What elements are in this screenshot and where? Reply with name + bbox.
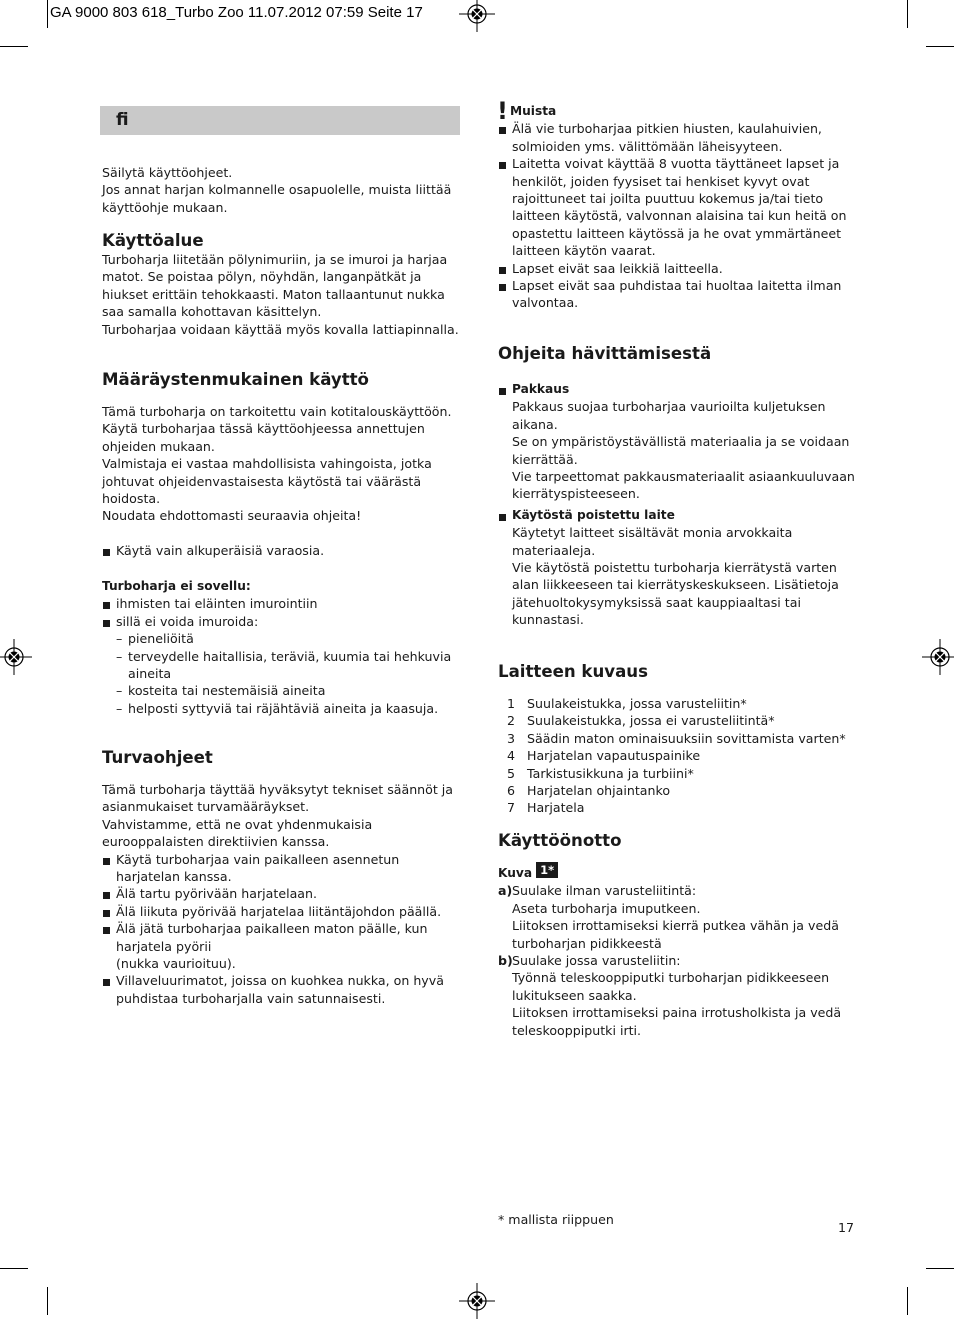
figure-reference (498, 864, 856, 882)
section-heading: Määräystenmukainen käyttö (102, 370, 369, 389)
list-item (498, 765, 856, 782)
paragraph: Turboharjaa voidaan käyttää myös kovalla lattiapinnalla. (102, 321, 459, 337)
crop-mark (926, 46, 954, 47)
parts-list (498, 695, 856, 817)
bullet-square-icon (499, 388, 506, 395)
page-number: 17 (838, 1220, 855, 1235)
list-item: Lapset eivät saa leikkiä laitteella. (498, 260, 856, 277)
list-item: Villaveluurimatot, joissa on kuohkea nukka, on hyvä puhdistaa turboharjalla vain satunnaisesti. (102, 972, 467, 1007)
list-item: Käytä turboharjaa vain paikalleen asennetun harjatelan kanssa. (102, 851, 467, 886)
old-appliance-item (498, 507, 856, 629)
havittaminen-body (498, 381, 856, 629)
item-number: 2 (507, 713, 516, 729)
kayttoonotto-body (498, 860, 856, 1039)
item-number: 6 (507, 783, 516, 799)
maaraystenmukainen-section (102, 370, 467, 390)
paragraph: Aseta turboharja imuputkeen. (512, 900, 701, 916)
list-item: Älä jätä turboharjaa paikalleen maton päälle, kun harjatela pyörii (nukka vaurioituu). (102, 920, 467, 972)
list-item: Laitetta voivat käyttää 8 vuotta täyttäneet lapset ja henkilöt, joiden fyysiset tai henkiset kyvyt ovat rajoittuneet tai joilta puuttuu kokemus ja/tai tieto laitteen käytöstä, valvonnan alaisina tai kun heitä on opastettu laitteen käytössä ja he ovat ymmärtäneet laitteen käytön vaarat. (498, 155, 856, 259)
step-letter: b) (498, 953, 513, 969)
section-heading: Käyttöönotto (498, 831, 622, 850)
exclamation-icon: ! (497, 97, 508, 125)
intro-line: Säilytä käyttöohjeet. (102, 165, 233, 180)
subheading: Turboharja ei sovellu: (102, 579, 251, 593)
item-text: Suulakeistukka, jossa ei varusteliitintä* (527, 713, 775, 729)
crop-mark (907, 1287, 908, 1315)
figure-number-badge: 1* (536, 862, 558, 878)
spare-parts-note (102, 542, 467, 559)
list-item (498, 712, 856, 729)
item-number: 1 (507, 696, 516, 711)
crop-mark (926, 1268, 954, 1269)
intro-section (102, 164, 467, 216)
list-item: Älä tartu pyörivään harjatelaan. (102, 885, 467, 902)
kuvaus-section (498, 662, 856, 682)
crop-mark (47, 1287, 48, 1315)
footnote: * mallista riippuen (498, 1212, 614, 1227)
item-text: Suulakeistukka, jossa varusteliitin* (527, 696, 747, 711)
turvaohjeet-section (102, 748, 467, 768)
paragraph: Tämä turboharja täyttää hyväksytyt tekniset säännöt ja asianmukaiset turvamääräykset. (102, 782, 454, 815)
kayttoalue-section (102, 231, 467, 338)
paragraph: Käytetyt laitteet sisältävät monia arvokkaita materiaaleja. (512, 525, 793, 558)
paragraph: Suulake jossa varusteliitin: (512, 953, 681, 969)
paragraph: Liitoksen irrottamiseksi kierrä putkea vähän ja vedä turboharjan pidikkeestä (512, 918, 839, 951)
paragraph: Turboharja liitetään pölynimuriin, ja se imuroi ja harjaa matot. Se poistaa pölyn, nöyhdän, langanpätkät ja hiukset erittäin tehokkaasti. Maton tallaantunut nukka saa samalla kohottavan käsittelyn. (102, 252, 448, 320)
paragraph: Työnnä teleskooppiputki turboharjan pidikkeeseen lukitukseen saakka. (512, 970, 830, 1003)
language-bar (100, 106, 460, 135)
step-b (498, 952, 856, 1039)
registration-mark-icon (459, 1283, 495, 1319)
turvaohjeet-body (102, 781, 467, 1007)
step-letter: a) (498, 883, 513, 899)
registration-mark-icon (459, 0, 495, 32)
not-suitable-list (102, 578, 467, 717)
paragraph: Noudata ehdottomasti seuraavia ohjeita! (102, 508, 362, 524)
paragraph: Vie tarpeettomat pakkausmateriaalit asiaankuuluvaan kierrätyspisteeseen. (512, 469, 855, 502)
list-item: Älä liikuta pyörivää harjatelaa liitäntäjohdon päällä. (102, 903, 467, 920)
dash-item: – pieneliöitä (102, 630, 467, 647)
list-item (498, 782, 856, 799)
list-item: Käytä vain alkuperäisiä varaosia. (102, 542, 467, 559)
havittaminen-section (498, 344, 856, 364)
print-slug: GA 9000 803 618_Turbo Zoo 11.07.2012 07:59 Seite 17 (50, 4, 423, 21)
registration-mark-icon (922, 639, 954, 675)
list-item: Lapset eivät saa puhdistaa tai huoltaa laitetta ilman valvontaa. (498, 277, 856, 312)
paragraph: Valmistaja ei vastaa mahdollisista vahingoista, jotka johtuvat ohjeidenvastaisesta käytöstä tai väärästä hoidosta. (102, 456, 432, 507)
paragraph: Vie käytöstä poistettu turboharja kierrätystä varten alan liikkeeseen tai kierrätyskeskukseen. Lisätietoja jätehuoltokysymyksissä saat kauppiaaltasi tai kunnastasi. (512, 560, 839, 628)
item-number: 7 (507, 800, 516, 816)
list-item (498, 730, 856, 747)
paragraph: Se on ympäristöystävällistä materiaalia ja se voidaan kierrättää. (512, 434, 850, 467)
item-number: 4 (507, 748, 516, 764)
paragraph: Pakkaus suojaa turboharjaa vaurioilta kuljetuksen aikana. (512, 399, 826, 432)
dash-item: – helposti syttyviä tai räjähtäviä aineita ja kaasuja. (102, 700, 467, 717)
crop-mark (907, 0, 908, 28)
list-item (498, 695, 856, 712)
item-text: Tarkistusikkuna ja turbiini* (527, 765, 694, 781)
subheading: Käytöstä poistettu laite (512, 507, 675, 522)
item-number: 5 (507, 765, 516, 781)
item-text: Harjatela (527, 800, 585, 816)
crop-mark (0, 1268, 28, 1269)
subheading: Muista (510, 104, 557, 118)
step-a (498, 882, 856, 952)
section-heading: Laitteen kuvaus (498, 662, 648, 681)
paragraph: Suulake ilman varusteliitintä: (512, 883, 697, 899)
crop-mark (47, 0, 48, 28)
section-heading: Turvaohjeet (102, 748, 213, 767)
bullet-square-icon (499, 514, 506, 521)
item-text: Harjatelan ohjaintanko (527, 783, 671, 799)
paragraph: Vahvistamme, että ne ovat yhdenmukaisia eurooppalaisten direktiivien kanssa. (102, 816, 373, 850)
dash-item: – terveydelle haitallisia, teräviä, kuumia tai hehkuvia aineita (102, 648, 467, 683)
list-item (498, 747, 856, 764)
section-heading: Ohjeita hävittämisestä (498, 344, 712, 363)
crop-mark (0, 46, 28, 47)
language-code: fi (116, 110, 129, 130)
maaraystenmukainen-body (102, 403, 467, 525)
list-item: sillä ei voida imuroida: (102, 613, 467, 630)
intro-line: Jos annat harjan kolmannelle osapuolelle, muista liittää käyttöohje mukaan. (102, 182, 452, 215)
registration-mark-icon (0, 639, 32, 675)
section-heading: Käyttöalue (102, 231, 204, 250)
figure-label: Kuva (498, 866, 533, 880)
muista-warning-box (497, 97, 856, 312)
item-text: Harjatelan vapautuspainike (527, 748, 701, 764)
item-number: 3 (507, 730, 516, 746)
dash-item: – kosteita tai nestemäisiä aineita (102, 682, 467, 699)
item-text: Säädin maton ominaisuuksiin sovittamista varten* (527, 730, 846, 746)
list-item: ihmisten tai eläinten imurointiin (102, 595, 467, 612)
kayttoonotto-section (498, 831, 856, 851)
list-item: Älä vie turboharjaa pitkien hiusten, kaulahuivien, solmioiden yms. välittömään läheisyyteen. (498, 120, 856, 155)
subheading: Pakkaus (512, 382, 570, 396)
paragraph: Liitoksen irrottamiseksi paina irrotusholkista ja vedä teleskooppiputki irti. (512, 1005, 842, 1038)
paragraph: Tämä turboharja on tarkoitettu vain kotitalouskäyttöön. Käytä turboharjaa tässä käyttöohjeessa annettujen ohjeiden mukaan. (102, 404, 452, 454)
packaging-item (498, 381, 856, 503)
list-item (498, 799, 856, 816)
